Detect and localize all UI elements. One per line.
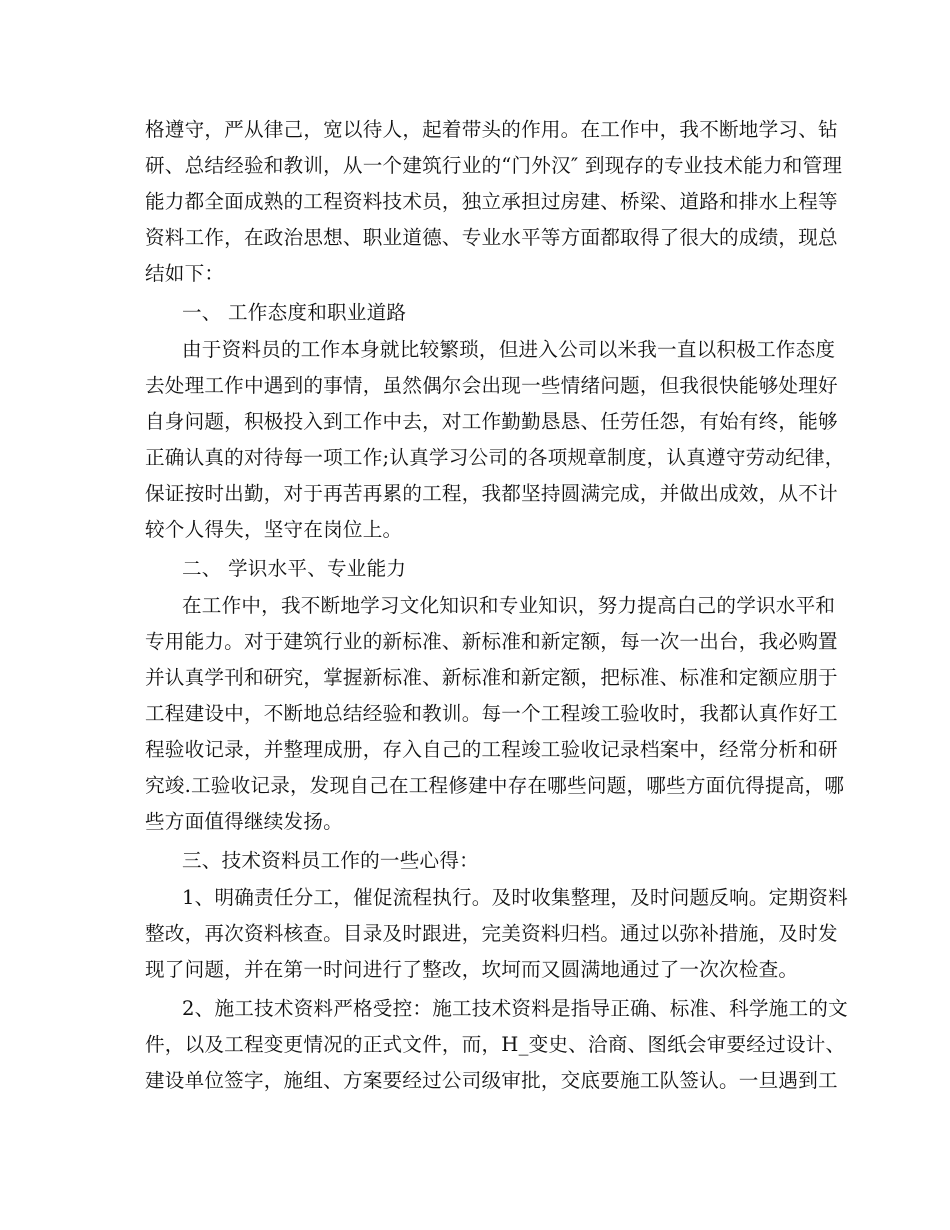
text-line: 专用能力。对于建筑行业的新标准、新标准和新定额，每一次一出台，我必购置 <box>145 630 838 653</box>
text-line: 资料工作，在政治思想、职业道德、专业水平等方面都取得了很大的成绩，现总 <box>145 226 838 249</box>
text-line: 些方面值得继续发扬。 <box>145 810 343 833</box>
text-line: 研、总结经验和教训，从一个建筑行业的“门外汉″ 到现存的专业技术能力和管理 <box>145 154 843 177</box>
text-line: 去处理工作中遇到的事情，虽然偶尔会出现一些情绪问题，但我很快能够处理好 <box>145 374 838 397</box>
section-heading-1: 一、 工作态度和职业道路 <box>182 301 407 324</box>
text-line: 能力都全面成熟的工程资料技术员，独立承担过房建、桥梁、道路和排水上程等 <box>145 190 838 213</box>
section-heading-2: 二、 学识水平、专业能力 <box>182 557 407 580</box>
text-line: 现了问题，并在第一时问进行了整改，坎坷而又圆满地通过了一次次检查。 <box>145 958 799 981</box>
text-line: 整改，再次资料核查。目录及时跟进，完美资料归档。通过以弥补措施，及时发 <box>145 922 838 945</box>
text-line: 较个人得失，坚守在岗位上。 <box>145 518 403 541</box>
text-line: 格遵守，严从律己，宽以待人，起着带头的作用。在工作中，我不断地学习、钻 <box>145 118 838 141</box>
text-line: 1、明确责任分工，催促流程执行。及时收集整理，及时问题反响。定期资料 <box>182 886 848 909</box>
text-line: 究竣.工验收记录，发现自己在工程修建中存在哪些问题，哪些方面伉得提高，哪 <box>145 774 845 797</box>
text-line: 结如下： <box>145 262 225 285</box>
text-line: 正确认真的对待每一项工作;认真学习公司的各项规章制度，认真遵守劳动纪律， <box>145 446 845 469</box>
text-line: 在工作中，我不断地学习文化知识和专业知识，努力提高白己的学识水平和 <box>182 594 836 617</box>
text-line: 由于资料员的工作本身就比较繁琐，但进入公司以米我一直以积极工作态度 <box>182 338 836 361</box>
section-heading-3: 三、技术资料员工作的一些心得： <box>182 849 479 872</box>
text-line: 件，以及工程变更情况的正式文件，而，H_变史、洽商、图纸会审要经过设计、 <box>145 1033 846 1056</box>
text-line: 保证按时出勤，对于再苦再累的工程，我都坚持圆满完成，并做出成效，从不计 <box>145 482 838 505</box>
text-line: 程验收记录，并整理成册，存入自己的工程竣工验收记录档案中，经常分析和研 <box>145 738 838 761</box>
text-line: 建设单位签字，施组、方案要经过公司级审批，交底要施工队签认。一旦遇到工 <box>145 1069 838 1092</box>
text-line: 2、施工技术资料严格受控：施工技术资料是指导正确、标准、科学施工的文 <box>182 997 848 1020</box>
text-line: 工程建设中，不断地总结经验和教训。每一个工程竣工验收时，我都认真作好工 <box>145 702 838 725</box>
text-line: 并认真学刊和研究，掌握新标准、新标准和新定额，把标准、标准和定额应朋于 <box>145 666 838 689</box>
text-line: 自身问题，积极投入到工作中去，对工作勤勤恳恳、任劳任怨，有始有终，能够 <box>145 410 838 433</box>
